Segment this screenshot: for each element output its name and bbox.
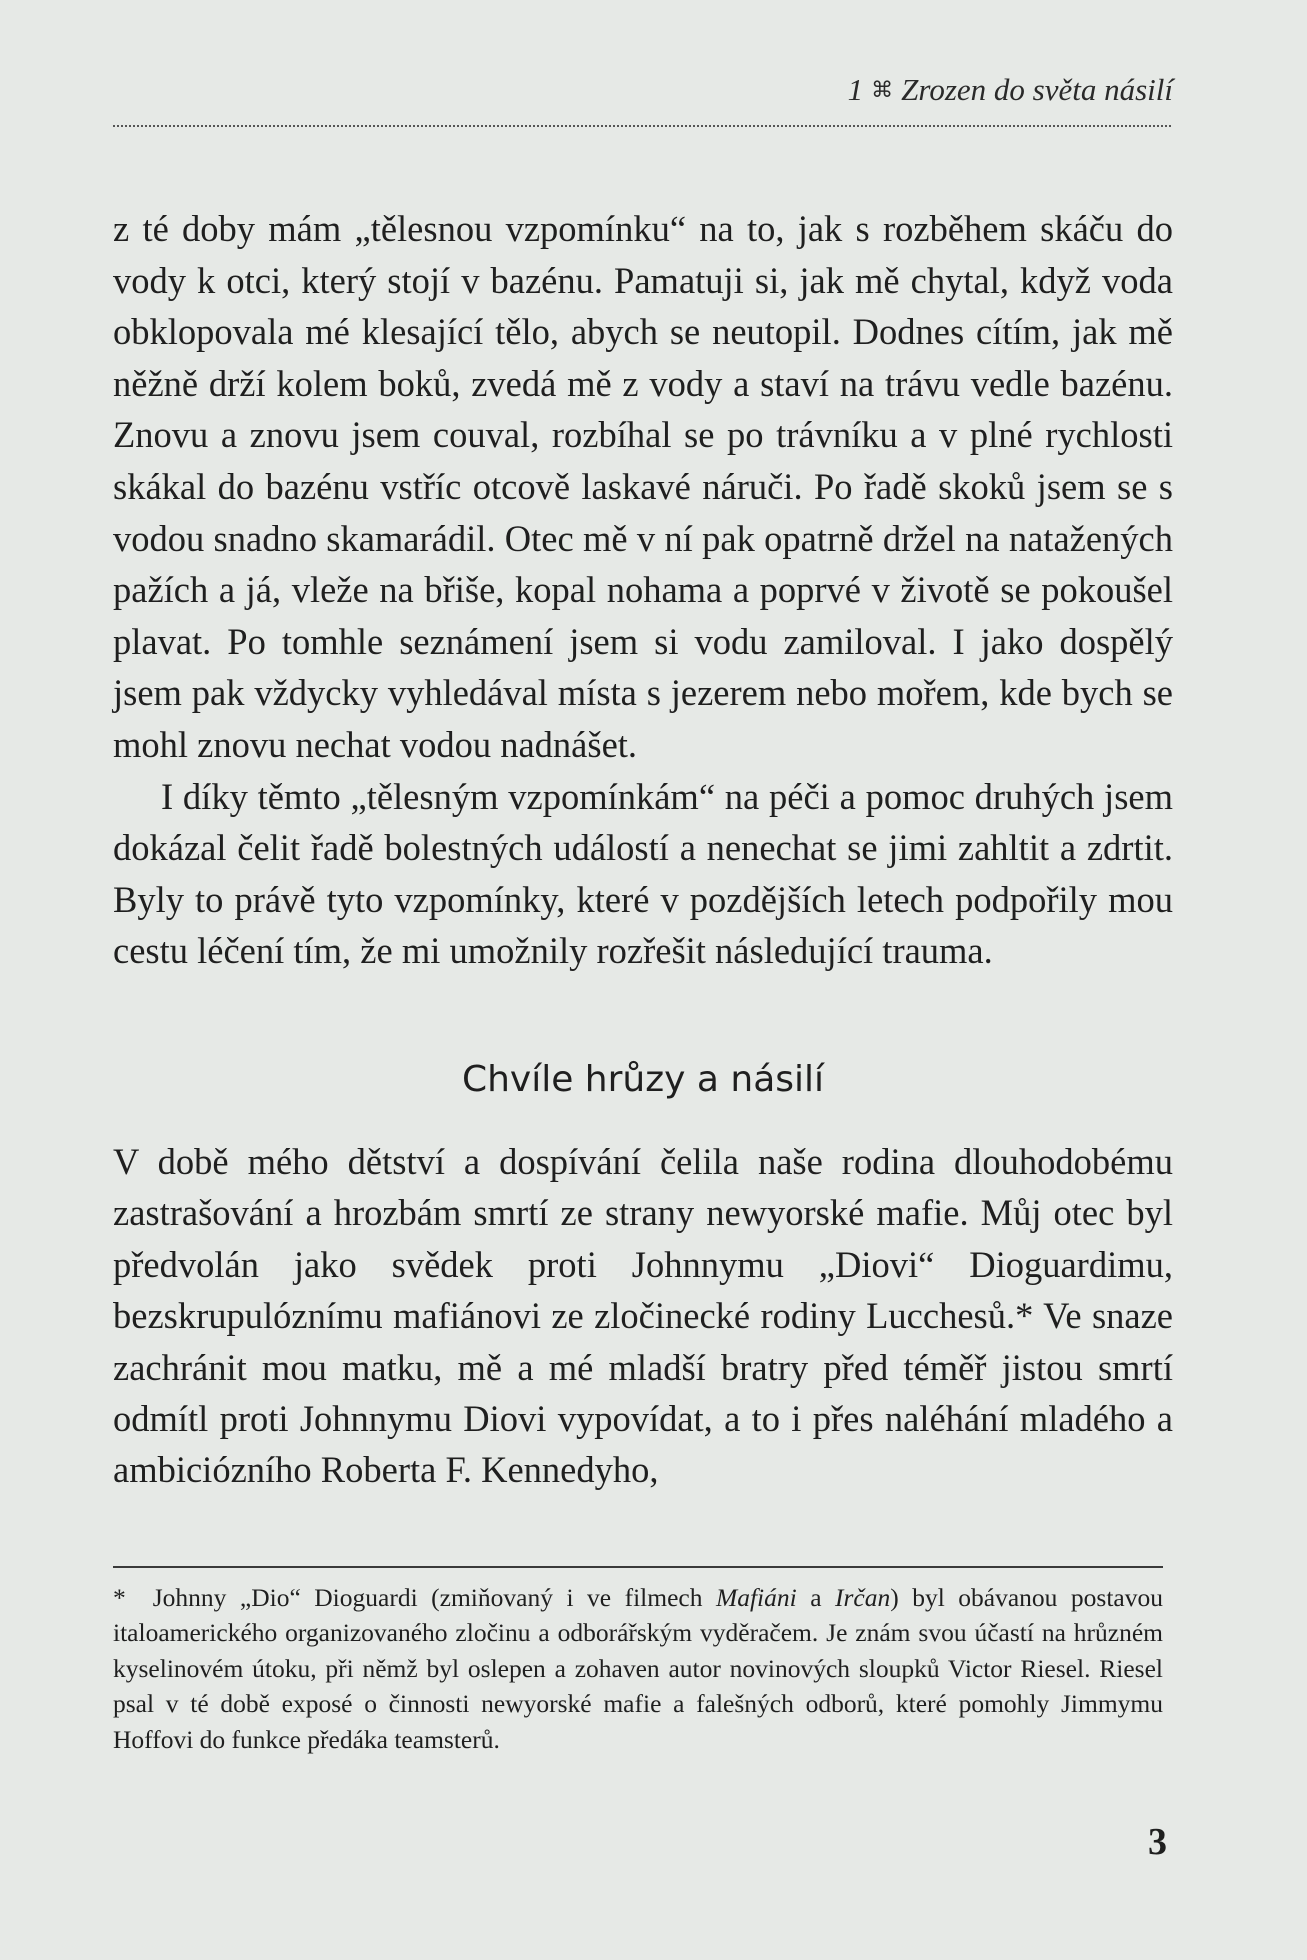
footnote-marker: * bbox=[113, 1583, 126, 1612]
footnote-text: Johnny „Dio“ Dioguardi (zmiňovaný i ve filmech bbox=[152, 1583, 716, 1612]
footnote-film-title: Mafiáni bbox=[715, 1583, 797, 1612]
footnote-rule bbox=[113, 1566, 1163, 1568]
body-text-top bbox=[113, 203, 1173, 977]
ornament-icon: ⌘ bbox=[871, 77, 894, 102]
page-number: 3 bbox=[1148, 1821, 1167, 1863]
footnote bbox=[113, 1580, 1163, 1757]
footnote-film-title: Irčan bbox=[835, 1583, 891, 1612]
running-head bbox=[113, 72, 1173, 108]
header-dotted-rule bbox=[113, 125, 1171, 127]
paragraph: V době mého dětství a dospívání čelila naše rodina dlouhodobému zastrašování a hrozbám smrtí ze strany newyorské mafie. Můj otec byl předvolán jako svědek proti Johnnymu „Diovi“ Dioguardimu, bezskrupulóznímu mafiánovi ze zločinecké rodiny Lucchesů.* Ve snaze zachránit mou matku, mě a mé mladší bratry před téměř jistou smrtí odmítl proti Johnnymu Diovi vypovídat, a to i přes naléhání mladého a ambiciózního Roberta F. Kennedyho, bbox=[113, 1141, 1173, 1491]
body-text-bottom bbox=[113, 1136, 1173, 1496]
footnote-text: ) byl obávanou postavou italoamerického organizovaného zločinu a odborářským vyděračem. Je znám svou účastí na hrůzném kyselinovém útoku, při němž byl oslepen a zohaven autor novinových sloupků Victor Riesel. Riesel psal v té době exposé o činnosti newyorské mafie a falešných odborů, které pomohly Jimmymu Hoffovi do funkce předáka teamsterů. bbox=[113, 1583, 1163, 1754]
chapter-title: Zrozen do světa násilí bbox=[901, 72, 1173, 107]
section-heading: Chvíle hrůzy a násilí bbox=[461, 1059, 825, 1100]
paragraph: I díky těmto „tělesným vzpomínkám“ na péči a pomoc druhých jsem dokázal čelit řadě bolestných událostí a nenechat se jimi zahltit a zdrtit. Byly to právě tyto vzpomínky, které v pozdějších letech podpořily mou cestu léčení tím, že mi umožnily rozřešit následující trauma. bbox=[113, 775, 1173, 972]
paragraph: z té doby mám „tělesnou vzpomínku“ na to, jak s rozběhem skáču do vody k otci, který stojí v bazénu. Pamatuji si, jak mě chytal, když voda obklopovala mé klesající tělo, abych se neutopil. Dodnes cítím, jak mě něžně drží kolem boků, zvedá mě z vody a staví na trávu vedle bazénu. Znovu a znovu jsem couval, rozbíhal se po trávníku a v plné rychlosti skákal do bazénu vstříc otcově laskavé náruči. Po řadě skoků jsem se s vodou snadno skamarádil. Otec mě v ní pak opatrně držel na natažených pažích a já, vleže na břiše, kopal nohama a poprvé v životě se pokoušel plavat. Po tomhle seznámení jsem si vodu zamiloval. I jako dospělý jsem pak vždycky vyhledával místa s jezerem nebo mořem, kde bych se mohl znovu nechat vodou nadnášet. bbox=[113, 208, 1173, 765]
footnote-text: a bbox=[796, 1583, 835, 1612]
chapter-number: 1 bbox=[847, 72, 864, 107]
